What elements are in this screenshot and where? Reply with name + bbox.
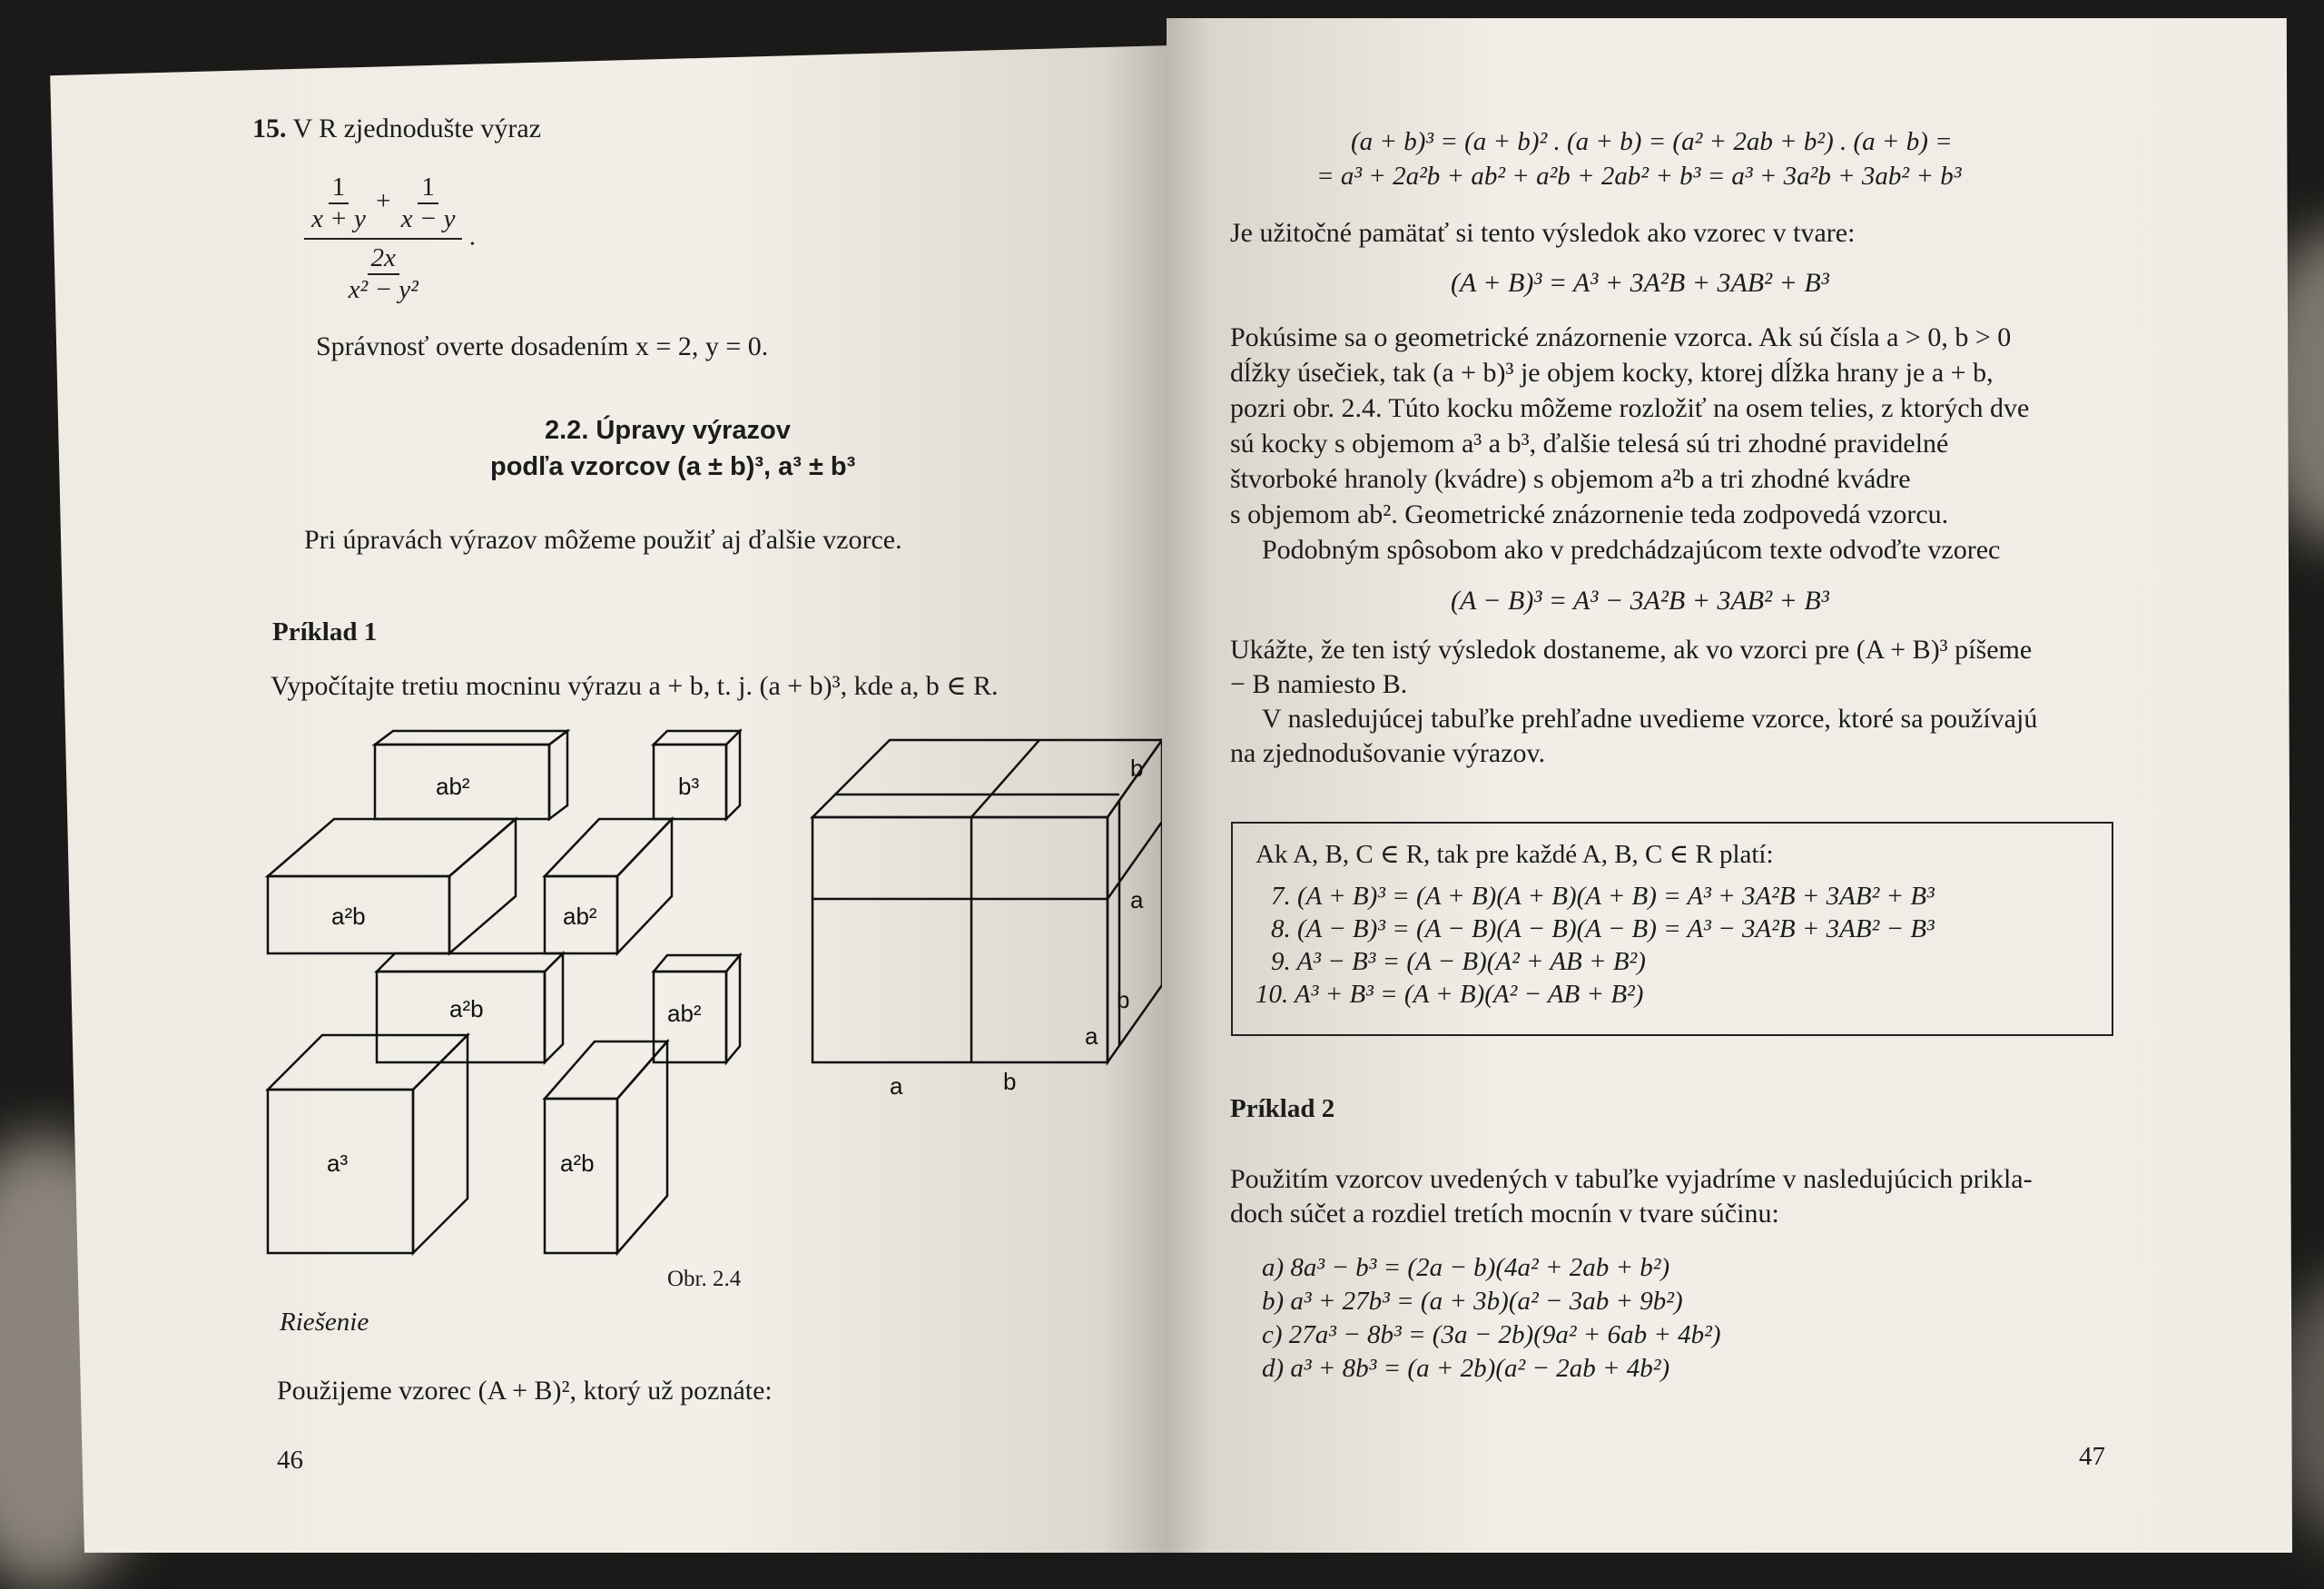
- formula-table: [1231, 822, 2113, 1036]
- page-number-right: 47: [2079, 1442, 2105, 1471]
- exercise-number: 15.: [252, 114, 287, 143]
- box-label-7: a³: [327, 1150, 349, 1177]
- box-label-3: a²b: [331, 903, 366, 930]
- item-b: b) a³ + 27b³ = (a + 3b)(a² − 3ab + 9b²): [1262, 1287, 1683, 1316]
- box-label-8: a²b: [560, 1150, 595, 1177]
- example2-line-1: Použitím vzorcov uvedených v tabuľke vyjadríme v nasledujúcich prikla-: [1230, 1164, 2033, 1194]
- para2-line-1: Ukážte, že ten istý výsledok dostaneme, ak vo vzorci pre (A + B)³ píšeme: [1230, 635, 2033, 665]
- example2-line-2: doch súčet a rozdiel tretích mocnín v tvare súčinu:: [1230, 1199, 1779, 1229]
- exercise-15: [252, 114, 541, 144]
- para2-line-3: V nasledujúcej tabuľke prehľadne uvedieme vzorce, ktoré sa používajú: [1262, 704, 2038, 734]
- frac-den-1: x + y: [311, 204, 366, 233]
- item-a: a) 8a³ − b³ = (2a − b)(4a² + 2ab + b²): [1262, 1253, 1670, 1282]
- verify-text: Správnosť overte dosadením x = 2, y = 0.: [316, 331, 769, 361]
- figure-2-4: [254, 717, 1162, 1280]
- example2-heading: Príklad 2: [1230, 1094, 1335, 1123]
- table-row-8: 8. (A − B)³ = (A − B)(A − B)(A − B) = A³ − 3A²B + 3AB² − B³: [1271, 914, 1935, 943]
- box-a2b-left: [268, 819, 516, 953]
- box-label-2: b³: [678, 773, 700, 800]
- example2-items: [1262, 1251, 1721, 1386]
- cube-label-2: a: [1130, 886, 1144, 913]
- cube-label-6: b: [1003, 1068, 1017, 1095]
- cube-label-3: b: [1117, 986, 1130, 1013]
- compound-fraction: [304, 173, 476, 305]
- example-heading: Príklad 1: [272, 617, 378, 646]
- cube-label-1: b: [1130, 755, 1144, 782]
- box-label-6: ab²: [667, 1000, 702, 1027]
- box-label-4: ab²: [563, 903, 597, 930]
- paragraph-1: [1230, 320, 2124, 568]
- assembled-cube: [812, 740, 1162, 1062]
- solution-heading: Riešenie: [280, 1308, 369, 1337]
- para2-line-2: − B namiesto B.: [1230, 669, 1408, 699]
- table-row-7: 7. (A + B)³ = (A + B)(A + B)(A + B) = A³ + 3A²B + 3AB² + B³: [1271, 882, 1935, 911]
- para1-line-2: dĺžky úsečiek, tak (a + b)³ je objem kocky, ktorej dĺžka hrany je a + b,: [1230, 358, 1994, 388]
- frac-plus: +: [376, 186, 391, 216]
- section-title-line2: podľa vzorcov (a ± b)³, a³ ± b³: [490, 452, 856, 481]
- item-c: c) 27a³ − 8b³ = (3a − 2b)(9a² + 6ab + 4b²): [1262, 1320, 1721, 1349]
- para1-line-1: Pokúsime sa o geometrické znázornenie vzorca. Ak sú čísla a > 0, b > 0: [1230, 322, 2012, 352]
- table-row-9: 9. A³ − B³ = (A − B)(A² + AB + B²): [1271, 947, 1646, 976]
- box-a3: [268, 1035, 468, 1253]
- para1-line-3: pozri obr. 2.4. Túto kocku môžeme rozložiť na osem telies, z ktorých dve: [1230, 393, 2030, 423]
- box-ab2-top: [375, 731, 567, 819]
- outer-fraction: [304, 173, 462, 305]
- frac-den-2: x − y: [400, 204, 456, 233]
- cube-label-4: a: [1085, 1022, 1098, 1050]
- paragraph-2: [1230, 633, 2037, 771]
- frac-bottom-den: x² − y²: [348, 275, 419, 304]
- solution-text: Použijeme vzorec (A + B)², ktorý už poznáte:: [277, 1376, 773, 1406]
- para1-line-6: s objemom ab². Geometrické znázornenie teda zodpovedá vzorcu.: [1230, 499, 1949, 529]
- box-label-5: a²b: [449, 995, 484, 1022]
- exercise-text: V R zjednodušte výraz: [292, 114, 542, 143]
- equation-line-2: = a³ + 2a²b + ab² + a²b + 2ab² + b³ = a³ + 3a²b + 3ab² + b³: [1316, 162, 1962, 191]
- item-d: d) a³ + 8b³ = (a + 2b)(a² − 2ab + 4b²): [1262, 1354, 1670, 1383]
- frac-bottom-num: 2x: [368, 243, 399, 275]
- example-text: Vypočítajte tretiu mocninu výrazu a + b, t. j. (a + b)³, kde a, b ∈ R.: [271, 671, 999, 701]
- formula-cube-diff: (A − B)³ = A³ − 3A²B + 3AB² + B³: [1451, 586, 1829, 616]
- intro-text: Pri úpravách výrazov môžeme použiť aj ďalšie vzorce.: [304, 525, 902, 555]
- table-intro: Ak A, B, C ∈ R, tak pre každé A, B, C ∈ R platí:: [1256, 840, 1774, 869]
- figure-caption: Obr. 2.4: [667, 1267, 742, 1291]
- table-row-10: 10. A³ + B³ = (A + B)(A² − AB + B²): [1256, 980, 1644, 1009]
- para2-line-4: na zjednodušovanie výrazov.: [1230, 738, 1546, 768]
- example2-text: [1230, 1162, 2033, 1231]
- equation-line-1: (a + b)³ = (a + b)² . (a + b) = (a² + 2ab + b²) . (a + b) =: [1351, 127, 1953, 156]
- frac-num-2: 1: [418, 173, 438, 204]
- cube-label-5: a: [890, 1072, 903, 1100]
- box-ab2-mid: [545, 819, 672, 953]
- formula-cube-sum: (A + B)³ = A³ + 3A²B + 3AB² + B³: [1451, 268, 1829, 298]
- box-label-1: ab²: [436, 773, 470, 800]
- remember-text: Je užitočné pamätať si tento výsledok ako vzorec v tvare:: [1230, 218, 1856, 248]
- para1-line-5: štvorboké hranoly (kvádre) s objemom a²b a tri zhodné kvádre: [1230, 464, 1911, 494]
- section-title-line1: 2.2. Úpravy výrazov: [545, 416, 791, 445]
- para1-line-4: sú kocky s objemom a³ a b³, ďalšie telesá sú tri zhodné pravidelné: [1230, 429, 1949, 459]
- para1-line-7: Podobným spôsobom ako v predchádzajúcom texte odvoďte vzorec: [1262, 535, 2001, 565]
- frac-num-1: 1: [329, 173, 350, 204]
- frac-dot: .: [468, 222, 476, 252]
- page-number-left: 46: [277, 1446, 303, 1475]
- box-a2b-bottom: [545, 1041, 667, 1253]
